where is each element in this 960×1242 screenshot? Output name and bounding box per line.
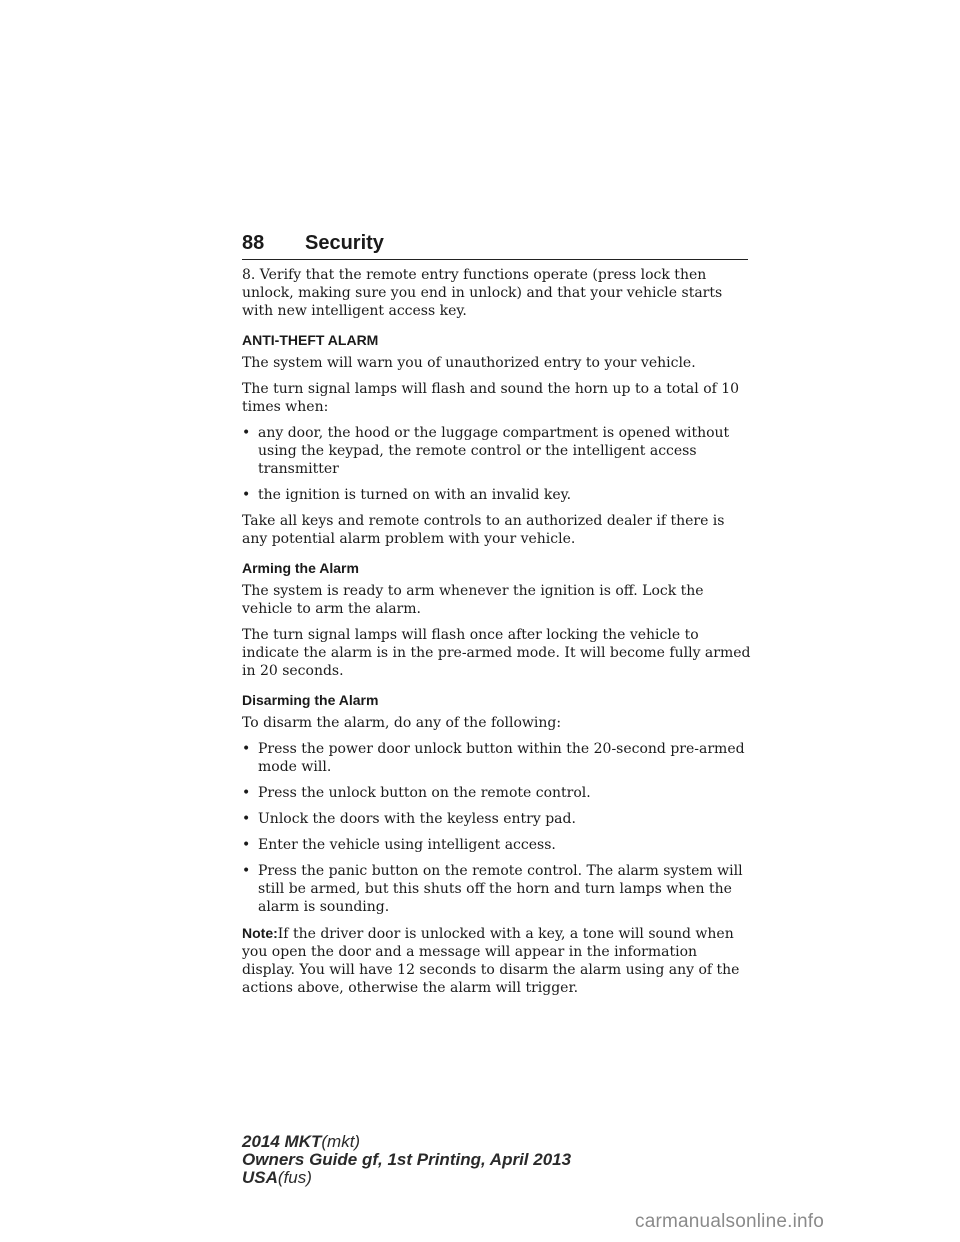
- anti-theft-heading: ANTI-THEFT ALARM: [242, 332, 379, 348]
- anti-theft-paragraph-1: The system will warn you of unauthorized entry to your vehicle.: [242, 355, 696, 371]
- list-item: [242, 836, 754, 854]
- list-item: [242, 424, 754, 478]
- list-item-text: any door, the hood or the luggage compartment is opened without using the keypad, the remote control or the intelligent access transmitter: [258, 425, 730, 477]
- list-item-text: Press the unlock button on the remote control.: [258, 785, 591, 801]
- arming-paragraph-1: The system is ready to arm whenever the ignition is off. Lock the vehicle to arm the alarm.: [242, 583, 704, 617]
- model-year-label: 2014 MKT: [242, 1132, 322, 1151]
- list-item: [242, 784, 754, 802]
- bullet-icon: •: [242, 785, 251, 801]
- page-content: [242, 266, 754, 1005]
- anti-theft-trigger-list: [242, 424, 754, 504]
- bullet-icon: •: [242, 837, 251, 853]
- anti-theft-paragraph-3: Take all keys and remote controls to an authorized dealer if there is any potential alarm problem with your vehicle.: [242, 513, 725, 547]
- bullet-icon: •: [242, 487, 251, 503]
- page-number: 88: [242, 232, 265, 254]
- footer-line-3: [242, 1169, 571, 1187]
- watermark: carmanualsonline.info: [635, 1211, 825, 1232]
- bullet-icon: •: [242, 863, 251, 879]
- disarming-heading: Disarming the Alarm: [242, 692, 379, 708]
- footer-line-2: Owners Guide gf, 1st Printing, April 2013: [242, 1150, 572, 1169]
- list-item: [242, 810, 754, 828]
- bullet-icon: •: [242, 425, 251, 441]
- market-code-label: (fus): [277, 1168, 312, 1187]
- footer-line-1: [242, 1133, 571, 1151]
- anti-theft-paragraph-2: The turn signal lamps will flash and sound the horn up to a total of 10 times when:: [242, 381, 740, 415]
- arming-paragraph-2: The turn signal lamps will flash once after locking the vehicle to indicate the alarm is in the pre-armed mode. It will become fully armed in 20 seconds.: [242, 627, 751, 679]
- disarming-paragraph-1: To disarm the alarm, do any of the following:: [242, 715, 562, 731]
- header-divider: [242, 259, 748, 260]
- list-item: [242, 486, 754, 504]
- bullet-icon: •: [242, 811, 251, 827]
- note-paragraph: [242, 924, 754, 997]
- list-item-text: Unlock the doors with the keyless entry pad.: [258, 811, 576, 827]
- disarming-methods-list: [242, 740, 754, 916]
- list-item: [242, 862, 754, 916]
- market-label: USA: [242, 1168, 278, 1187]
- arming-heading: Arming the Alarm: [242, 560, 359, 576]
- list-item: [242, 740, 754, 776]
- bullet-icon: •: [242, 741, 251, 757]
- list-item-text: Enter the vehicle using intelligent access.: [258, 837, 556, 853]
- note-label: Note:: [242, 925, 278, 941]
- note-text: If the driver door is unlocked with a key, a tone will sound when you open the door and a message will appear in the information display. You will have 12 seconds to disarm the alarm using any of the actions above, otherwise the alarm will trigger.: [242, 926, 740, 996]
- document-footer: [242, 1133, 571, 1187]
- list-item-text: the ignition is turned on with an invalid key.: [258, 487, 572, 503]
- section-title: Security: [305, 232, 384, 254]
- list-item-text: Press the panic button on the remote control. The alarm system will still be armed, but this shuts off the horn and turn lamps when the alarm is sounding.: [258, 863, 743, 915]
- list-item-text: Press the power door unlock button within the 20-second pre-armed mode will.: [258, 741, 745, 775]
- model-code-label: (mkt): [321, 1132, 361, 1151]
- intro-step-paragraph: 8. Verify that the remote entry functions operate (press lock then unlock, making sure you end in unlock) and that your vehicle starts with new intelligent access key.: [242, 267, 723, 319]
